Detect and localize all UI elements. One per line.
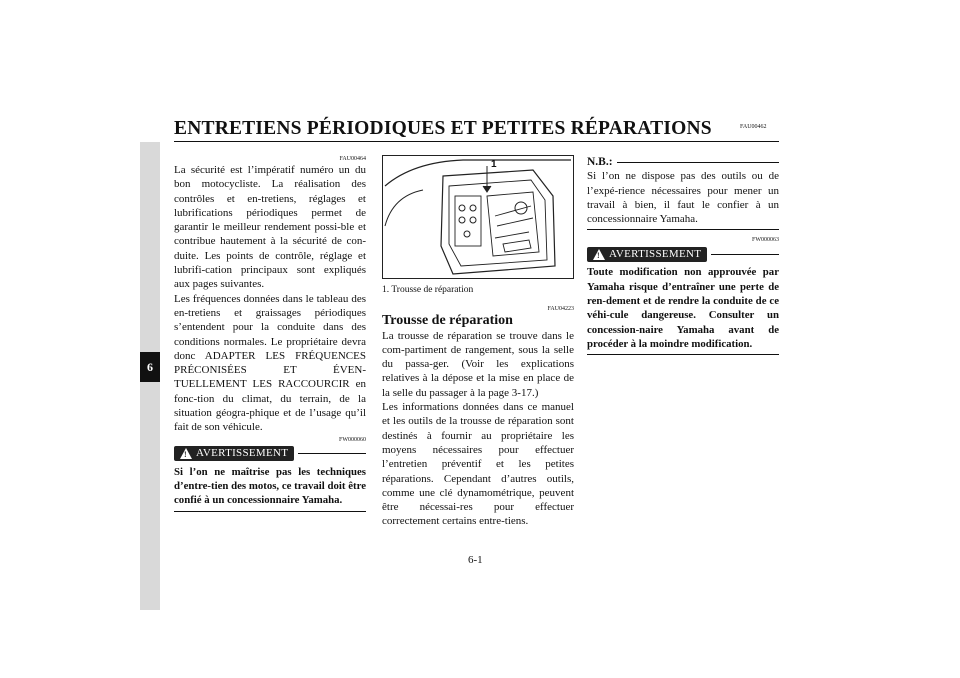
warning-triangle-icon: ! bbox=[593, 249, 605, 260]
warning-text: Toute modification non approuvée par Yamaha risque d’entraîner une perte de ren-dement et de rendre la conduite de ce véhi-cule dangereuse. Consulter un concession-naire Yamaha avant de procéder à la moindre modification. bbox=[587, 266, 779, 350]
section-code: FAU00464 bbox=[339, 156, 366, 162]
warning-badge bbox=[174, 446, 294, 461]
warning-triangle-icon: ! bbox=[180, 448, 192, 459]
figure-caption: 1. Trousse de réparation bbox=[382, 285, 474, 295]
title-rule bbox=[174, 141, 779, 142]
left-column bbox=[174, 155, 366, 512]
warning-text: Si l’on ne maîtrise pas les techniques d’entre-tien des motos, ce travail doit être confié à un concessionnaire Yamaha. bbox=[174, 465, 366, 507]
right-column bbox=[587, 155, 779, 355]
warning-label: AVERTISSEMENT bbox=[609, 248, 702, 261]
toolkit-figure bbox=[382, 155, 574, 279]
warning-badge bbox=[587, 247, 707, 262]
warning-rule bbox=[711, 254, 779, 255]
note-header bbox=[587, 155, 779, 169]
warning-header bbox=[587, 246, 779, 262]
chapter-tab: 6 bbox=[140, 352, 160, 382]
warning-code: FW000060 bbox=[339, 436, 366, 443]
warning-rule bbox=[298, 453, 366, 454]
intro-paragraph-2: Les fréquences données dans le tableau des en-tretiens et graissages périodiques s’entendent pour la conduite dans des conditions normales. Le propriétaire devra donc ADAPTER LES FRÉQUENCES PRÉCONISÉES ET ÉVEN-TUELLEMENT LES RACCOURCIR en fonc-tion du climat, du terrain, de la situation géogra-phique et de l’usage qu’il fait de son véhicule. bbox=[174, 292, 366, 434]
figure-callout: 1 bbox=[491, 159, 497, 170]
page-title: ENTRETIENS PÉRIODIQUES ET PETITES RÉPARATIONS bbox=[174, 118, 712, 139]
reference-code: FAU00462 bbox=[740, 124, 767, 130]
warning-end-rule bbox=[587, 354, 779, 355]
toolkit-illustration bbox=[383, 156, 573, 278]
section-title: Trousse de réparation bbox=[382, 313, 513, 329]
note-end-rule bbox=[587, 229, 779, 230]
section-paragraph-2: Les informations données dans ce manuel et les outils de la trousse de réparation sont destinés à fournir au propriétaire les moyens nécessaires pour effectuer l’entretien préventif et les petites réparations. Cependant d’autres outils, comme une clé dynamométrique, peuvent être nécessai-res pour effectuer correctement certains entre-tiens. bbox=[382, 401, 574, 528]
warning-header bbox=[174, 446, 366, 462]
warning-code: FW000063 bbox=[752, 237, 779, 244]
note-text: Si l’on ne dispose pas des outils ou de l’expé-rience nécessaires pour mener un travail à bien, il faut le confier à un concessionnaire Yamaha. bbox=[587, 170, 779, 226]
section-paragraph-1: La trousse de réparation se trouve dans le com-partiment de rangement, sous la selle du passa-ger. (Voir les explications relatives à la dépose et la mise en place de la selle du passager à la page 3-17.) bbox=[382, 329, 574, 399]
warning-label: AVERTISSEMENT bbox=[196, 447, 289, 460]
intro-paragraph-1: La sécurité est l’impératif numéro un du bon motocycliste. La réalisation des contrôles et en-tretiens, réglages et lubrifications périodiques permet de garantir le meilleur rendement possi-ble et contribue hautement à la sécurité de con-duite. Les points de contrôle, réglage et lubrifi-cation principaux sont expliqués aux pages suivantes. bbox=[174, 164, 366, 291]
section-code: FAU04223 bbox=[547, 306, 574, 313]
page-number: 6-1 bbox=[468, 554, 483, 566]
warning-end-rule bbox=[174, 511, 366, 512]
middle-column bbox=[382, 155, 574, 529]
note-label: N.B.: bbox=[587, 156, 613, 168]
note-rule bbox=[617, 162, 779, 163]
